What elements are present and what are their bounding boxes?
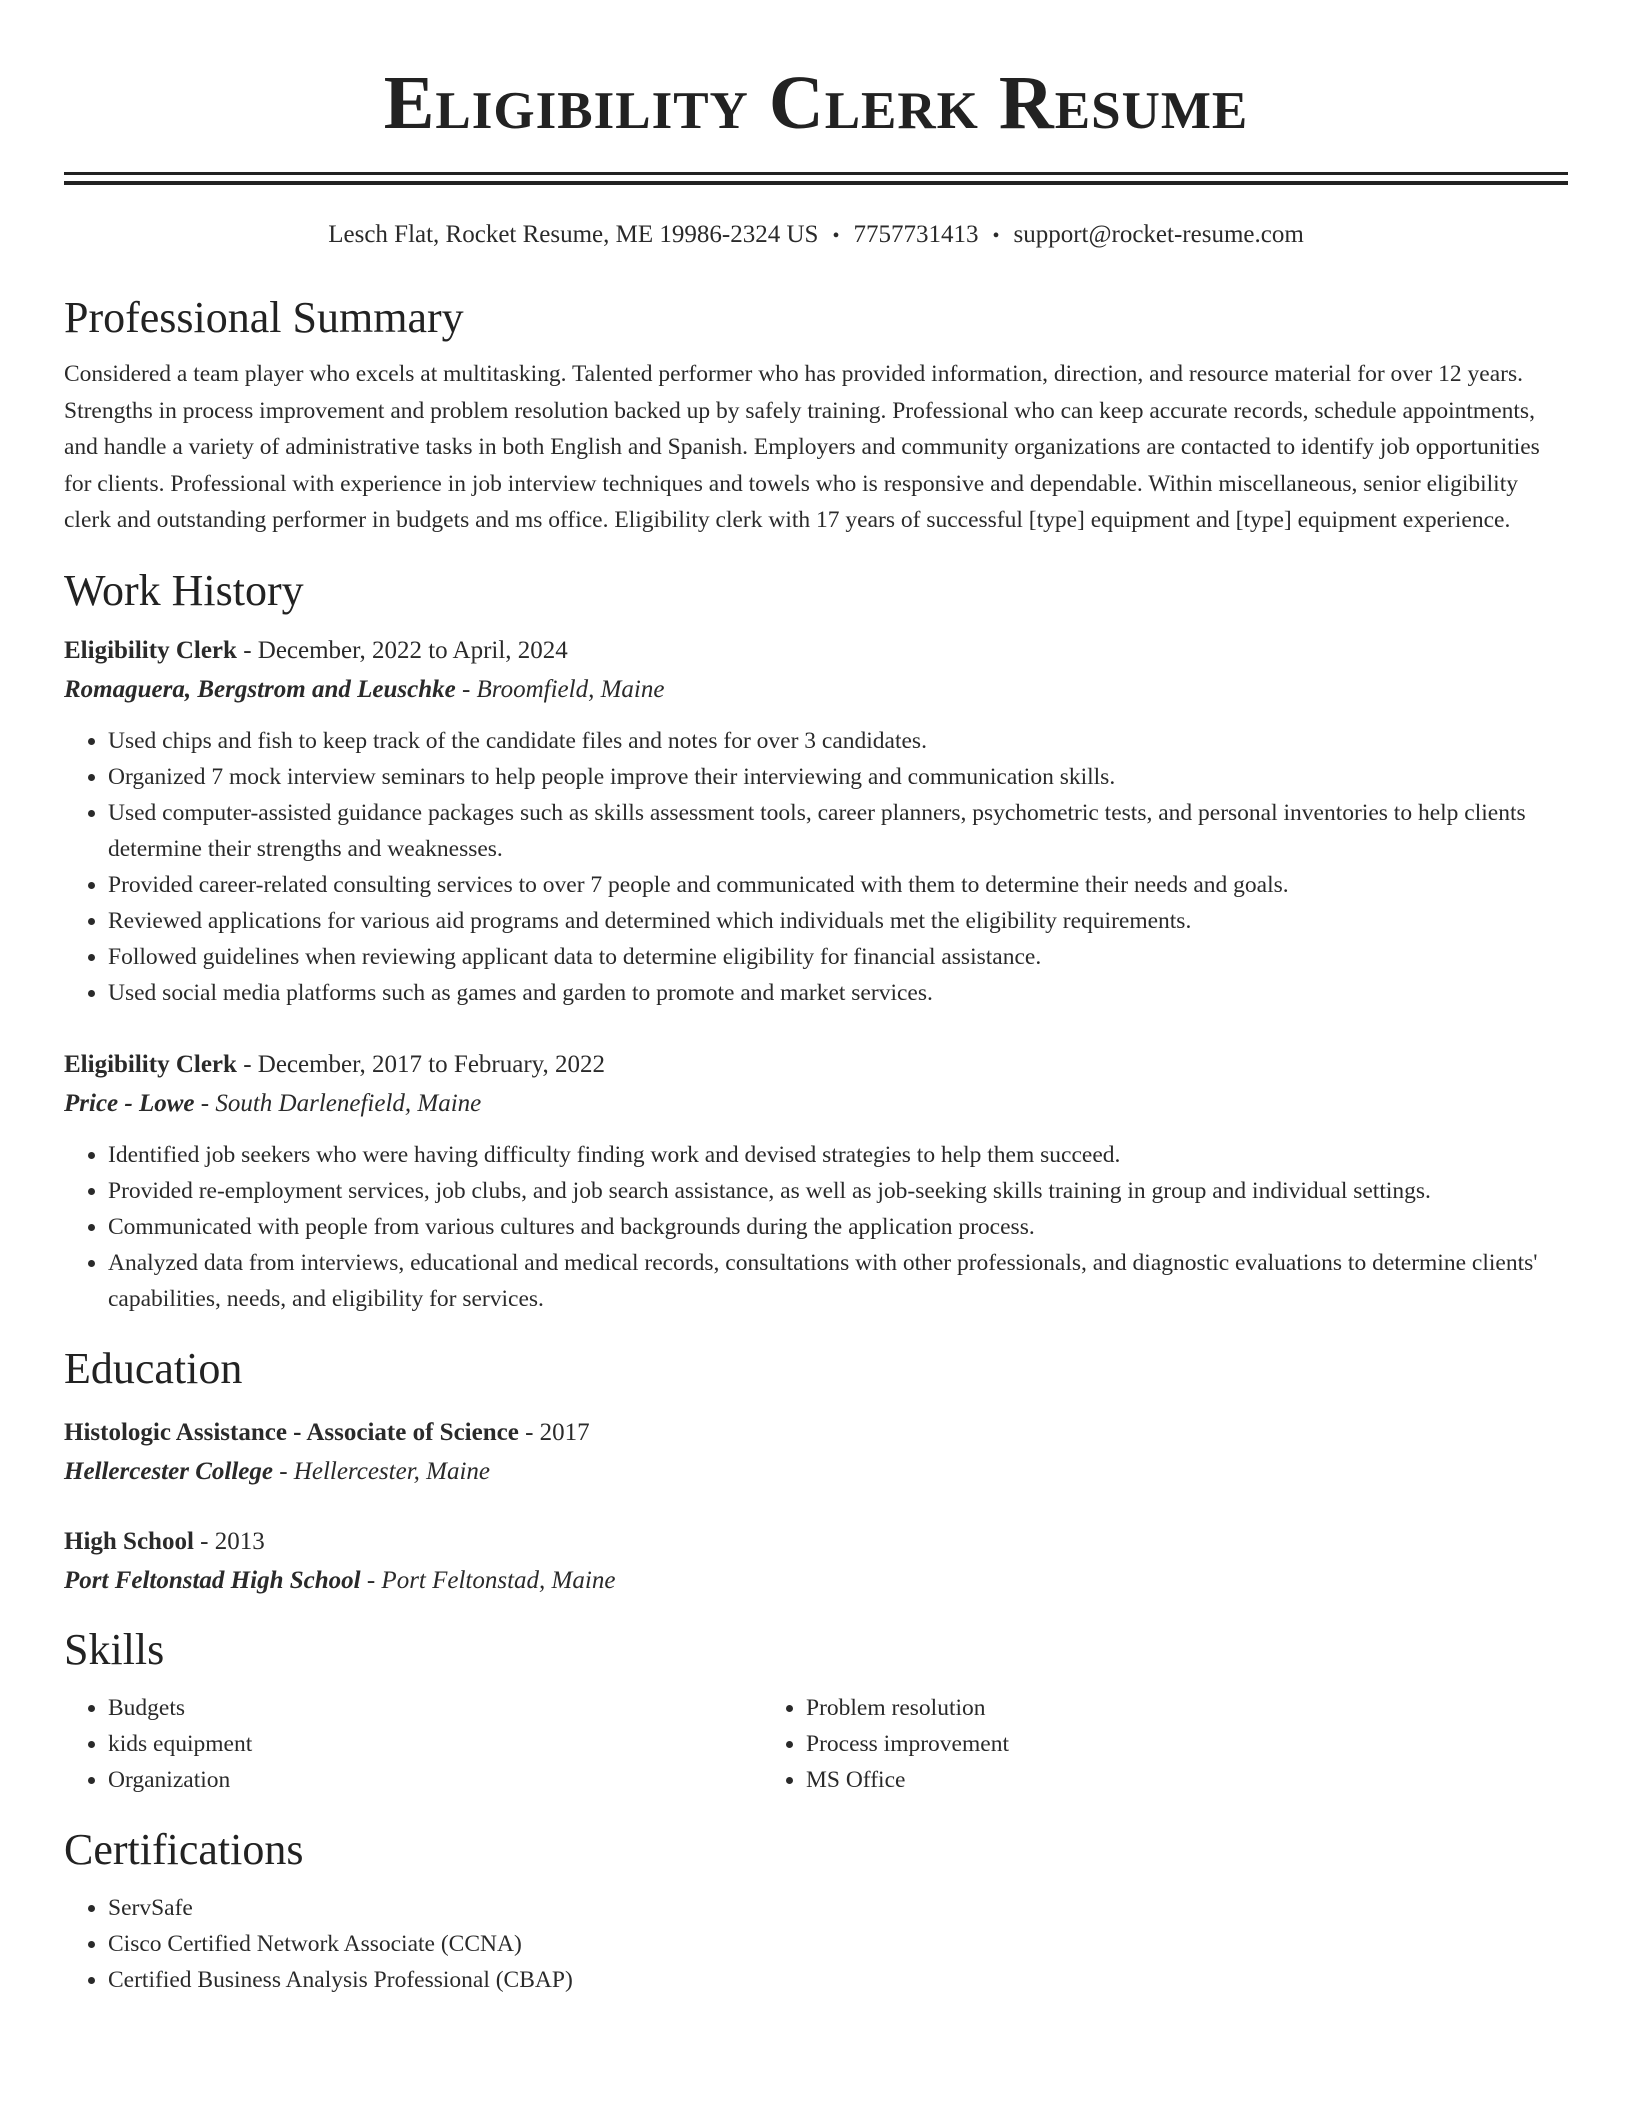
job-company-line (64, 670, 1568, 709)
list-item: • Reviewed applications for various aid programs and determined which individuals met the eligibility requirements. (108, 903, 1568, 939)
certification-item: • Cisco Certified Network Associate (CCNA) (108, 1926, 1568, 1962)
list-item: • Followed guidelines when reviewing applicant data to determine eligibility for financial assistance. (108, 939, 1568, 975)
list-item: • Identified job seekers who were having difficulty finding work and devised strategies to help them succeed. (108, 1137, 1568, 1173)
skill-item: • MS Office (806, 1762, 1462, 1798)
job-entry (64, 631, 1568, 1011)
school-location: - Hellercester, Maine (272, 1457, 491, 1485)
section-heading-work-history: Work History (64, 565, 304, 615)
certification-item: • Certified Business Analysis Professional (CBAP) (108, 1962, 1568, 1998)
school-location: - Port Feltonstad, Maine (360, 1566, 616, 1594)
contact-address: Lesch Flat, Rocket Resume, ME 19986-2324 US (328, 221, 819, 248)
list-item: • Used social media platforms such as games and garden to promote and market services. (108, 975, 1568, 1011)
section-heading-summary: Professional Summary (64, 293, 464, 342)
degree-line (64, 1522, 1568, 1561)
skill-item: • Organization (108, 1762, 762, 1798)
education-entry (64, 1522, 1568, 1600)
job-location: - South Darlenefield, Maine (194, 1089, 482, 1117)
list-item: • Analyzed data from interviews, educational and medical records, consultations with other professionals, and diagnostic evaluations to determine clients' capabilities, needs, and eligibility for services. (108, 1245, 1568, 1317)
skill-item: • Budgets (108, 1690, 762, 1726)
certification-item: • ServSafe (108, 1890, 1568, 1926)
job-dates: - December, 2022 to April, 2024 (236, 636, 568, 664)
education-entry (64, 1413, 1568, 1491)
page-title: Eligibility Clerk Resume (383, 61, 1249, 145)
contact-phone: 7757731413 (853, 221, 979, 248)
job-title: Eligibility Clerk (64, 1050, 237, 1078)
skill-item: • kids equipment (108, 1726, 762, 1762)
section-heading-education: Education (64, 1343, 243, 1393)
job-title-line (64, 1045, 1568, 1084)
contact-email: support@rocket-resume.com (1013, 221, 1304, 248)
job-dates: - December, 2017 to February, 2022 (236, 1050, 606, 1078)
job-bullet-list (64, 723, 1568, 1011)
bullet-separator: • (832, 225, 840, 247)
job-entry (64, 1045, 1568, 1317)
job-company: Price - Lowe (64, 1089, 195, 1117)
list-item: • Used chips and fish to keep track of the candidate files and notes for over 3 candidates. (108, 723, 1568, 759)
list-item: • Used computer-assisted guidance packages such as skills assessment tools, career planners, psychometric tests, and personal inventories to help clients determine their strengths and weaknesses. (108, 795, 1568, 867)
school-name: Port Feltonstad High School (64, 1566, 361, 1594)
degree-line (64, 1413, 1568, 1452)
job-company-line (64, 1084, 1568, 1123)
list-item: • Organized 7 mock interview seminars to help people improve their interviewing and communication skills. (108, 759, 1568, 795)
degree-name: Histologic Assistance - Associate of Science (64, 1418, 519, 1446)
job-company: Romaguera, Bergstrom and Leuschke (64, 675, 456, 703)
job-location: - Broomfield, Maine (455, 675, 665, 703)
skills-list-left (64, 1690, 762, 1798)
job-title-line (64, 631, 1568, 670)
section-heading-skills: Skills (64, 1624, 165, 1674)
contact-line (64, 219, 1568, 252)
job-bullet-list (64, 1137, 1568, 1317)
school-line (64, 1561, 1568, 1600)
degree-year: - 2017 (518, 1418, 590, 1446)
skill-item: • Problem resolution (806, 1690, 1462, 1726)
title-divider-bottom (64, 181, 1568, 185)
title-divider-top (64, 172, 1568, 175)
degree-year: - 2013 (193, 1527, 265, 1555)
skill-item: • Process improvement (806, 1726, 1462, 1762)
school-name: Hellercester College (64, 1457, 273, 1485)
summary-text: Considered a team player who excels at multitasking. Talented performer who has provided information, direction, and resource material for over 12 years. Strengths in process improvement and problem resolution backed up by safely training. Professional who can keep accurate records, schedule appointments, and handle a variety of administrative tasks in both English and Spanish. Employers and community organizations are contacted to identify job opportunities for clients. Professional with experience in job interview techniques and towels who is responsive and dependable. Within miscellaneous, senior eligibility clerk and outstanding performer in budgets and ms office. Eligibility clerk with 17 years of successful [type] equipment and [type] equipment experience. (64, 361, 1540, 534)
degree-name: High School (64, 1527, 194, 1555)
skills-list-right (762, 1690, 1462, 1798)
list-item: • Communicated with people from various cultures and backgrounds during the application process. (108, 1209, 1568, 1245)
list-item: • Provided re-employment services, job clubs, and job search assistance, as well as job-seeking skills training in group and individual settings. (108, 1173, 1568, 1209)
bullet-separator: • (992, 225, 1000, 247)
job-title: Eligibility Clerk (64, 636, 237, 664)
skills-grid (64, 1690, 1568, 1798)
section-heading-certifications: Certifications (64, 1824, 304, 1874)
list-item: • Provided career-related consulting services to over 7 people and communicated with them to determine their needs and goals. (108, 867, 1568, 903)
school-line (64, 1452, 1568, 1491)
certification-list (64, 1890, 1568, 1998)
